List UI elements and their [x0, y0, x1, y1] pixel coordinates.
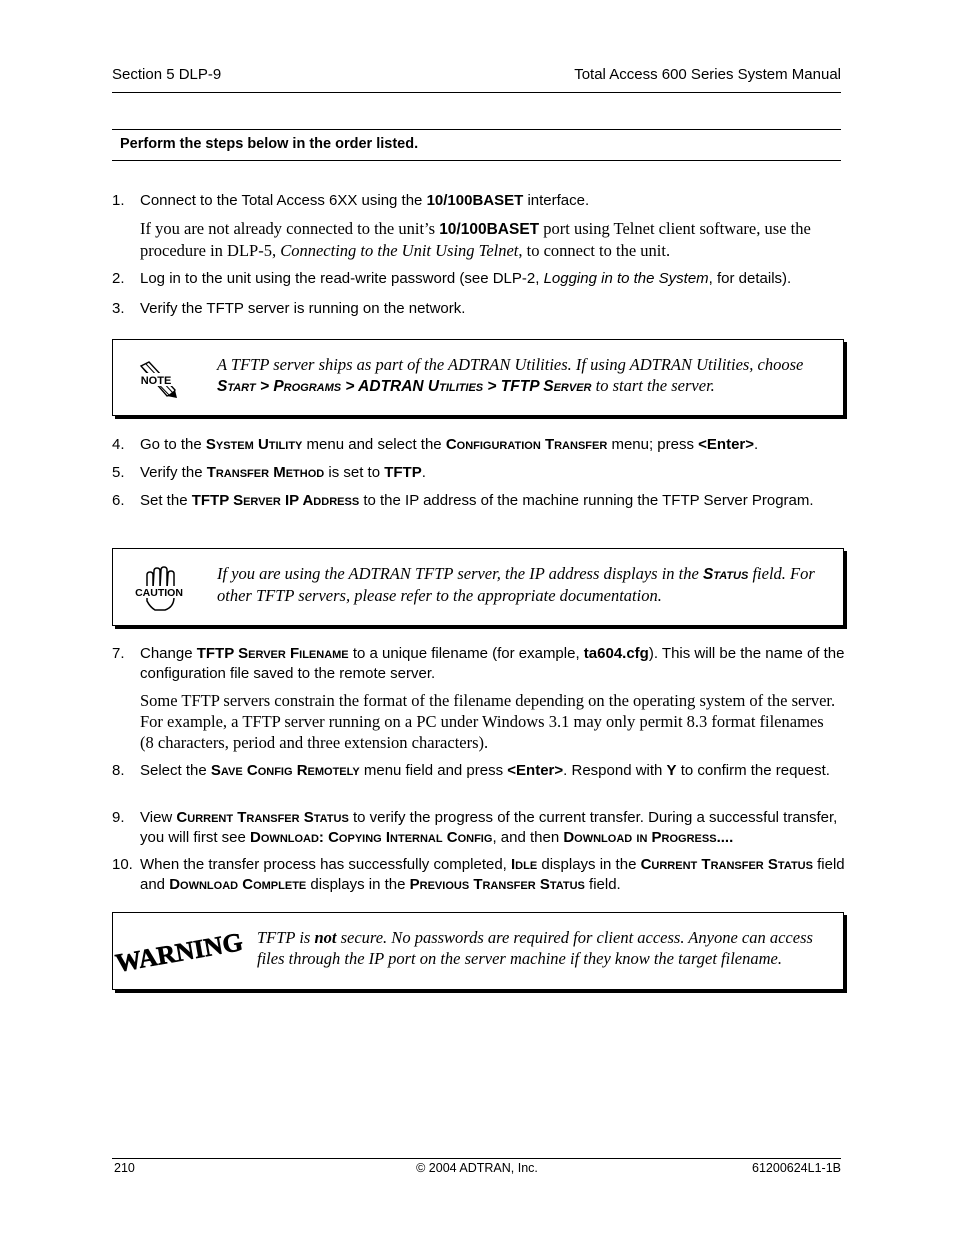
step-text: View Current Transfer Status to verify the progress of the current transfer. During a successful transfer, you will first see Download: Copying Internal Config, and then Download in Progress.... [140, 809, 838, 846]
footer-copyright: © 2004 ADTRAN, Inc. [416, 1161, 538, 1175]
step-text: Select the Save Config Remotely menu field and press <Enter>. Respond with Y to confirm the request. [140, 762, 830, 779]
header-rule [112, 92, 841, 93]
note-text: A TFTP server ships as part of the ADTRAN Utilities. If using ADTRAN Utilities, choose Start > Programs > ADTRAN Utilities > TFTP Server to start the server. [217, 355, 804, 395]
svg-text:WARNING: WARNING [113, 927, 245, 978]
footer-doc-number: 61200624L1-1B [752, 1161, 841, 1175]
caution-text: If you are using the ADTRAN TFTP server, the IP address displays in the Status field. For other TFTP servers, please refer to the appropriate documentation. [217, 564, 815, 605]
instruction-bottom-rule [112, 160, 841, 161]
step-text: Verify the Transfer Method is set to TFTP. [140, 464, 426, 481]
header-manual-title: Total Access 600 Series System Manual [574, 66, 841, 83]
step-number: 5. [112, 464, 125, 481]
step-text: Go to the System Utility menu and select the Configuration Transfer menu; press <Enter>. [140, 436, 759, 453]
step-text: Log in to the unit using the read-write password (see DLP-2, Logging in to the System, for details). [140, 270, 792, 287]
header-section: Section 5 DLP-9 [112, 66, 222, 83]
footer-rule [112, 1158, 841, 1159]
warning-icon [113, 927, 245, 978]
step-number: 10. [112, 856, 133, 873]
step-7-paragraph: Some TFTP servers constrain the format of the filename depending on the operating system of the server. For example, a TFTP server running on a PC under Windows 3.1 may only permit 8.3 format filenames (8 characters, period and three extension characters). [140, 691, 836, 752]
instruction-top-rule [112, 129, 841, 130]
step-number: 2. [112, 270, 125, 287]
warning-text: TFTP is not secure. No passwords are required for client access. Anyone can access files through the IP port on the server machine if they know the target filename. [257, 928, 813, 968]
step-text: Connect to the Total Access 6XX using the 10/100BASET interface. [140, 192, 590, 209]
step-number: 6. [112, 492, 125, 509]
step-text: Change TFTP Server Filename to a unique filename (for example, ta604.cfg). This will be the name of the configuration file saved to the remote server. [140, 645, 845, 682]
step-number: 1. [112, 192, 125, 209]
note-box [112, 339, 844, 416]
step-number: 3. [112, 300, 125, 317]
caution-box [112, 548, 844, 626]
step-number: 4. [112, 436, 125, 453]
svg-text:NOTE: NOTE [140, 375, 172, 387]
step-number: 9. [112, 809, 125, 826]
caution-hand-icon [133, 563, 185, 613]
svg-text:CAUTION: CAUTION [135, 587, 183, 599]
step-text: Verify the TFTP server is running on the network. [140, 300, 466, 317]
note-icon [137, 360, 181, 400]
step-text: When the transfer process has successfully completed, Idle displays in the Current Transfer Status field and Download Complete displays in the Previous Transfer Status field. [140, 856, 845, 893]
step-number: 7. [112, 645, 125, 662]
step-number: 8. [112, 762, 125, 779]
instruction-bar: Perform the steps below in the order listed. [120, 136, 419, 152]
step-1-paragraph: If you are not already connected to the unit’s 10/100BASET port using Telnet client software, use the procedure in DLP-5, Connecting to the Unit Using Telnet, to connect to the unit. [140, 219, 811, 260]
footer-page-number: 210 [114, 1161, 135, 1175]
warning-box [112, 912, 844, 990]
step-text: Set the TFTP Server IP Address to the IP address of the machine running the TFTP Server Program. [140, 492, 814, 509]
